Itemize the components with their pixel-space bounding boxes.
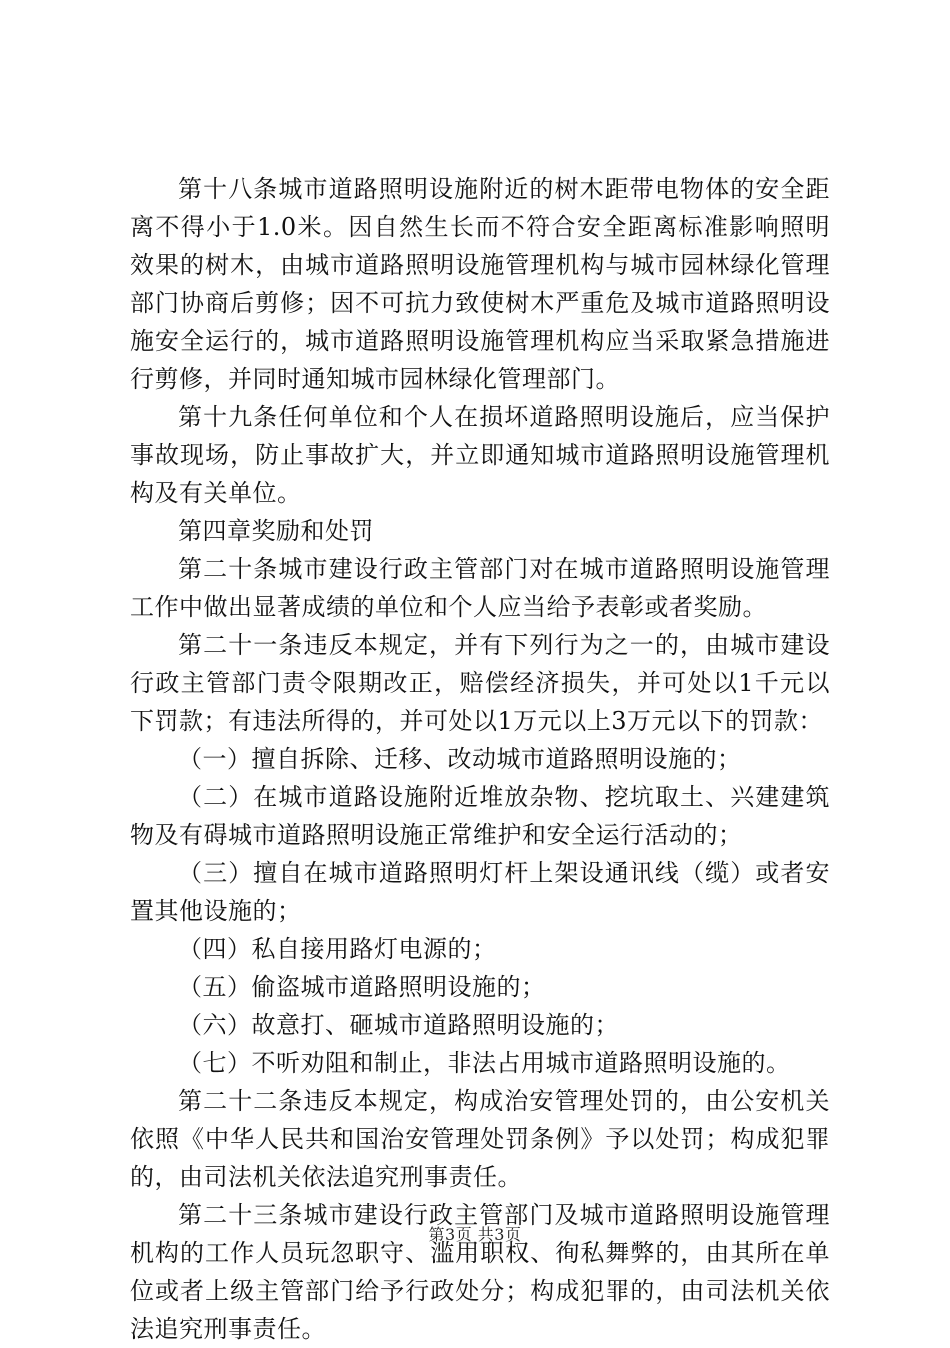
article-21-item-7: （七）不听劝阻和制止，非法占用城市道路照明设施的。 <box>178 1049 791 1077</box>
document-body <box>130 170 830 1348</box>
article-19: 第十九条任何单位和个人在损坏道路照明设施后，应当保护事故现场，防止事故扩大，并立即通知城市道路照明设施管理机构及有关单位。 <box>130 403 830 507</box>
page-number-footer: 第3页 共3页 <box>428 1225 522 1244</box>
article-21-item-6: （六）故意打、砸城市道路照明设施的； <box>178 1011 619 1039</box>
article-18: 第十八条城市道路照明设施附近的树木距带电物体的安全距离不得小于1.0米。因自然生长而不符合安全距离标准影响照明效果的树木，由城市道路照明设施管理机构与城市园林绿化管理部门协商后剪修；因不可抗力致使树木严重危及城市道路照明设施安全运行的，城市道路照明设施管理机构应当采取紧急措施进行剪修，并同时通知城市园林绿化管理部门。 <box>130 175 830 393</box>
article-21-item-2: （二）在城市道路设施附近堆放杂物、挖坑取土、兴建建筑物及有碍城市道路照明设施正常维护和安全运行活动的； <box>130 783 830 849</box>
chapter-4-heading: 第四章奖励和处罚 <box>178 517 374 545</box>
article-21-item-5: （五）偷盗城市道路照明设施的； <box>178 973 546 1001</box>
article-21-item-4: （四）私自接用路灯电源的； <box>178 935 497 963</box>
article-21-item-3: （三）擅自在城市道路照明灯杆上架设通讯线（缆）或者安置其他设施的； <box>130 859 830 925</box>
article-23: 第二十三条城市建设行政主管部门及城市道路照明设施管理机构的工作人员玩忽职守、滥用职权、徇私舞弊的，由其所在单位或者上级主管部门给予行政处分；构成犯罪的，由司法机关依法追究刑事责任。 <box>130 1201 830 1343</box>
article-21-item-1: （一）擅自拆除、迁移、改动城市道路照明设施的； <box>178 745 742 773</box>
article-21: 第二十一条违反本规定，并有下列行为之一的，由城市建设行政主管部门责令限期改正，赔偿经济损失，并可处以1千元以下罚款；有违法所得的，并可处以1万元以上3万元以下的罚款： <box>130 631 830 735</box>
article-22: 第二十二条违反本规定，构成治安管理处罚的，由公安机关依照《中华人民共和国治安管理处罚条例》予以处罚；构成犯罪的，由司法机关依法追究刑事责任。 <box>130 1087 830 1191</box>
article-20: 第二十条城市建设行政主管部门对在城市道路照明设施管理工作中做出显著成绩的单位和个人应当给予表彰或者奖励。 <box>130 555 830 621</box>
